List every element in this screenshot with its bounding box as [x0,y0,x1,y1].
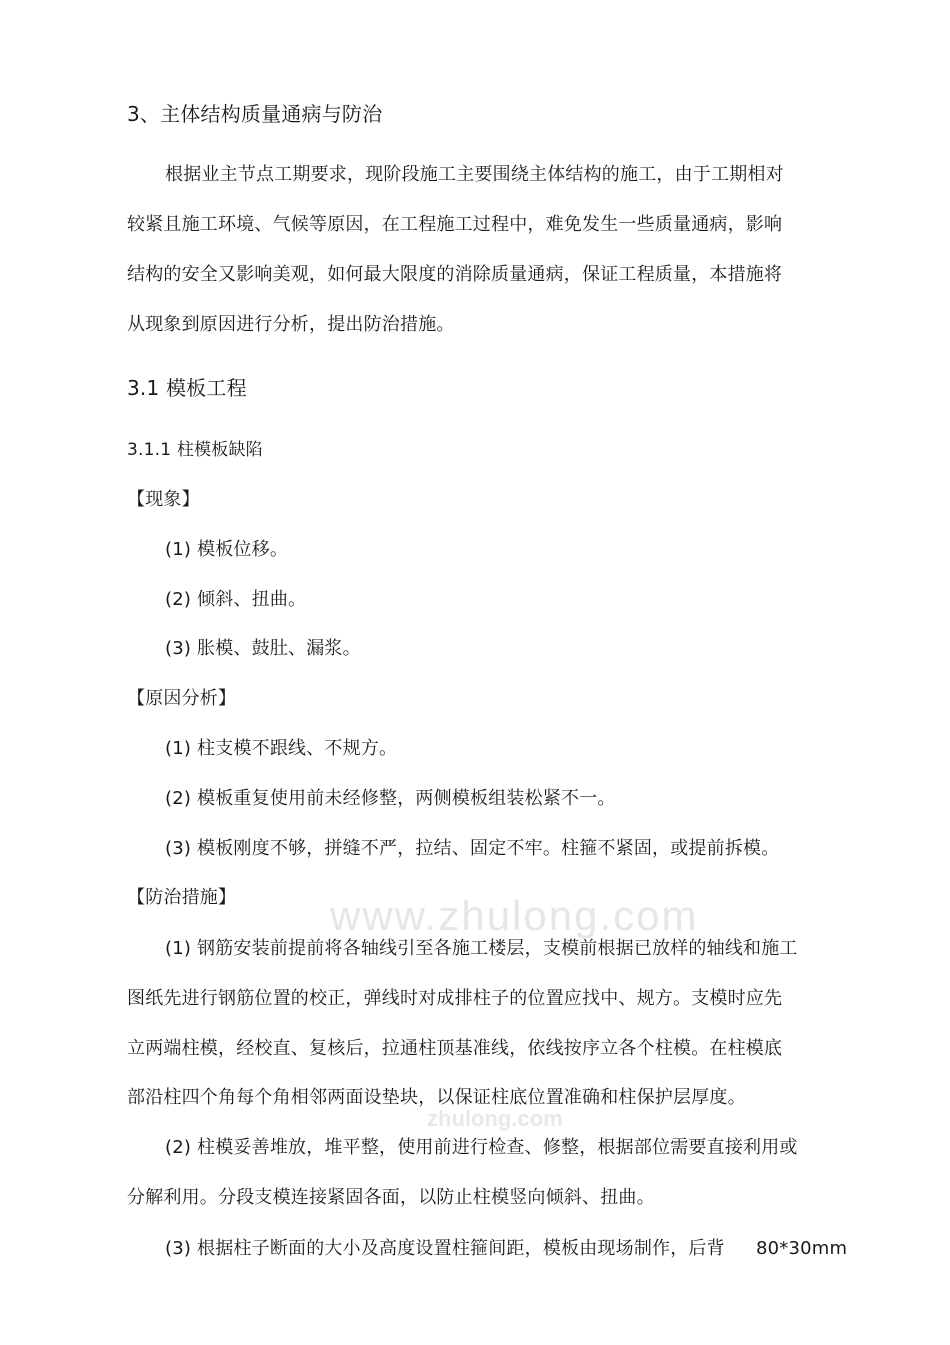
intro-line-2: 较紧且施工环境、气候等原因，在工程施工过程中，难免发生一些质量通病，影响 [127,214,783,235]
intro-line-4: 从现象到原因进行分析，提出防治措施。 [127,314,455,335]
phenomenon-item-3: (3) 胀模、鼓肚、漏浆。 [165,638,361,659]
measure-1-line-1: (1) 钢筋安装前提前将各轴线引至各施工楼层，支模前根据已放样的轴线和施工 [165,938,798,959]
causes-item-3: (3) 模板刚度不够，拼缝不严，拉结、固定不牢。柱箍不紧固，或提前拆模。 [165,838,780,859]
measure-1-line-3: 立两端柱模，经校直、复核后，拉通柱顶基准线，依线按序立各个柱模。在柱模底 [127,1038,783,1059]
phenomenon-item-1: (1) 模板位移。 [165,539,289,560]
causes-title: 【原因分析】 [127,688,237,709]
measure-3-dimension: 80*30mm [756,1238,848,1259]
causes-item-1: (1) 柱支模不跟线、不规方。 [165,738,398,759]
measure-1-line-4: 部沿柱四个角每个角相邻两面设垫块，以保证柱底位置准确和柱保护层厚度。 [127,1087,746,1108]
watermark-small: zhulong.com [427,1106,563,1131]
intro-line-1: 根据业主节点工期要求，现阶段施工主要围绕主体结构的施工，由于工期相对 [165,164,784,185]
watermark-main: www.zhulong.com [330,892,699,939]
subsection-heading: 3.1 模板工程 [127,376,247,400]
phenomenon-item-2: (2) 倾斜、扭曲。 [165,589,307,610]
measure-2-line-2: 分解利用。分段支模连接紧固各面，以防止柱模竖向倾斜、扭曲。 [127,1187,655,1208]
subsubsection-heading: 3.1.1 柱模板缺陷 [127,440,263,460]
measure-3-line-1: (3) 根据柱子断面的大小及高度设置柱箍间距，模板由现场制作，后背 [165,1238,725,1259]
measures-title: 【防治措施】 [127,887,237,908]
intro-line-3: 结构的安全又影响美观，如何最大限度的消除质量通病，保证工程质量，本措施将 [127,264,783,285]
causes-item-2: (2) 模板重复使用前未经修整，两侧模板组装松紧不一。 [165,788,616,809]
measure-1-line-2: 图纸先进行钢筋位置的校正，弹线时对成排柱子的位置应找中、规方。支模时应先 [127,988,783,1009]
measure-2-line-1: (2) 柱模妥善堆放，堆平整，使用前进行检查、修整，根据部位需要直接利用或 [165,1137,798,1158]
section-heading: 3、主体结构质量通病与防治 [127,102,383,126]
phenomenon-title: 【现象】 [127,489,200,510]
